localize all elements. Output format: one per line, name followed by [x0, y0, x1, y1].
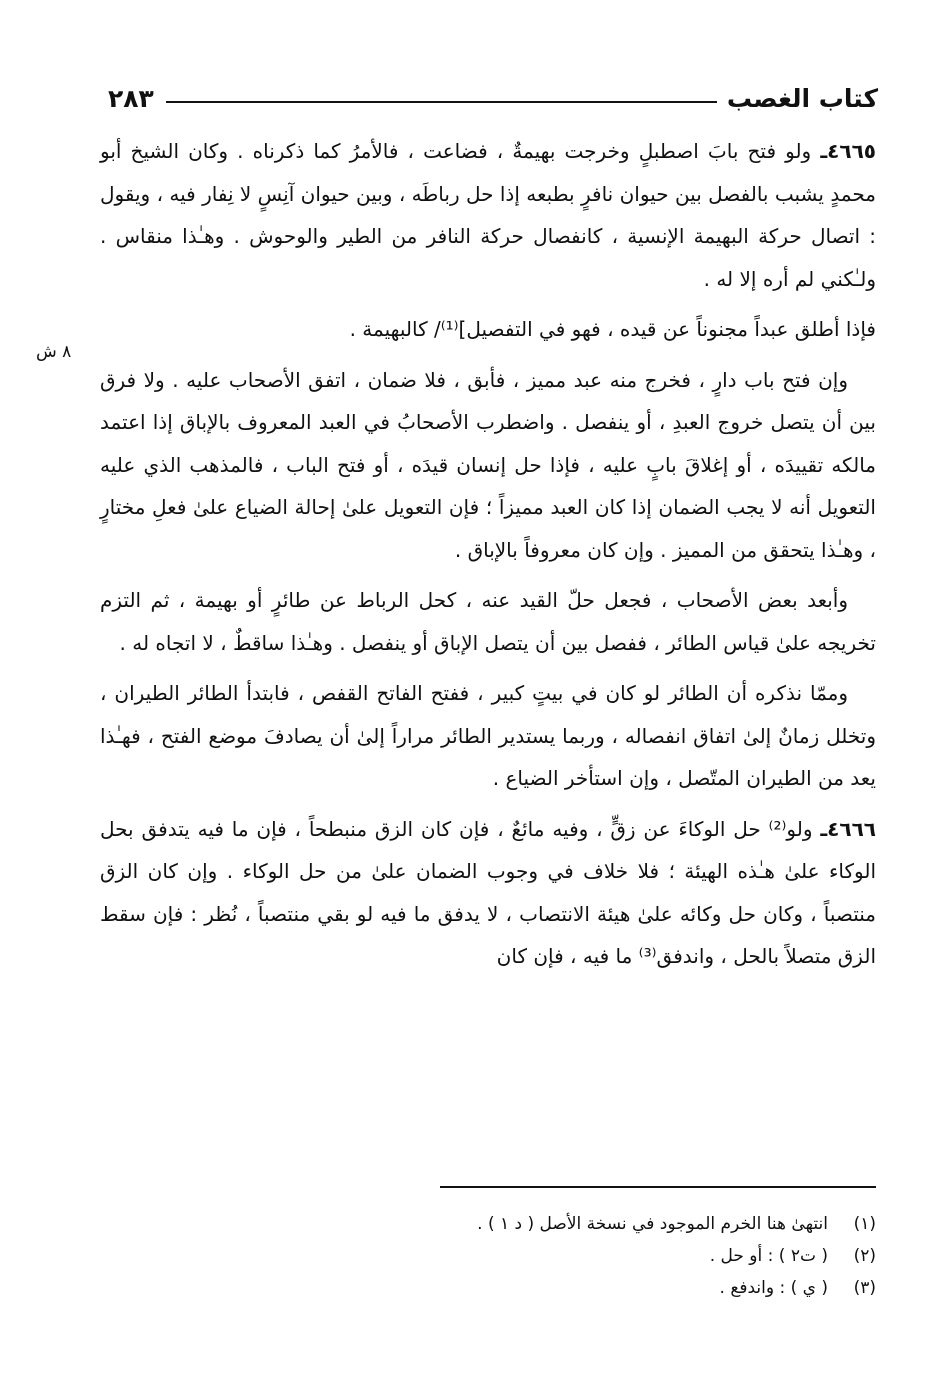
paragraph-text: ولو فتح بابَ اصطبلٍ وخرجت بهيمةٌ ، فضاعت ، فالأمرُ كما ذكرناه . وكان الشيخ أبو محمدٍ يشبب بالفصل بين حيوان نافرٍ بطبعه إذا حل رباطَه ، وبين حيوان آنِسٍ لا نِفار فيه ، ويقول : اتصال حركة البهيمة الإنسية ، كانفصال حركة النافر من الطير والوحوش . وهـٰذا منقاس . ولـٰكني لم أره إلا له .	[100, 139, 876, 291]
footnote-number: (٢)	[853, 1246, 876, 1266]
footnote-text: انتهىٰ هنا الخرم الموجود في نسخة الأصل ( د ١ ) .	[477, 1214, 828, 1234]
footnote-number: (١)	[853, 1214, 876, 1234]
paragraph	[100, 672, 876, 800]
paragraph-text: وممّا نذكره أن الطائر لو كان في بيتٍ كبير ، ففتح الفاتح القفص ، فابتدأ الطائر الطيران ، وتخلل زمانٌ إلىٰ اتفاق انفصاله ، وربما يستدير الطائر مراراً إلىٰ أن يصادفَ موضع الفتح ، فهـٰذا يعد من الطيران المتّصل ، وإن استأخر الضياع .	[100, 681, 876, 790]
paragraph-text: ولو⁽²⁾ حل الوكاءَ عن زقٍّ ، وفيه مائعٌ ، فإن كان الزق منبطحاً ، فإن ما فيه يتدفق بحل الوكاء علىٰ هـٰذه الهيئة ؛ فلا خلاف في وجوب الضمان علىٰ من حل الوكاء . وإن كان الزق منتصباً ، وكان حل وكائه علىٰ هيئة الانتصاب ، لا يدفق ما فيه لو بقي منتصباً ، نُظر : فإن سقط الزق متصلاً بالحل ، واندفق⁽³⁾ ما فيه ، فإن كان	[100, 816, 876, 968]
footnotes	[300, 1208, 876, 1304]
paragraph-4666	[100, 808, 876, 978]
issue-number: ٤٦٦٦ـ	[820, 816, 876, 841]
paragraph-text: وأبعد بعض الأصحاب ، فجعل حلّ القيد عنه ، كحل الرباط عن طائرٍ أو بهيمة ، ثم التزم تخريجه علىٰ قياس الطائر ، ففصل بين أن يتصل الإباق أو ينفصل . وهـٰذا ساقطٌ ، لا اتجاه له .	[100, 588, 876, 655]
running-head	[108, 78, 878, 118]
footnote-text: ( ت٢ ) : أو حل .	[709, 1246, 828, 1266]
footnote	[300, 1240, 876, 1272]
footnote	[300, 1208, 876, 1240]
paragraph	[100, 579, 876, 664]
paragraph	[100, 308, 876, 351]
footnote-text: ( ي ) : واندفع .	[719, 1278, 828, 1298]
footnote	[300, 1272, 876, 1304]
page-number: ٢٨٣	[108, 83, 154, 113]
paragraph-text: فإذا أطلق عبداً مجنوناً عن قيده ، فهو في التفصيل]⁽¹⁾/ كالبهيمة .	[349, 317, 876, 341]
body-text	[100, 130, 876, 986]
header-rule	[166, 101, 717, 103]
paragraph-4665	[100, 130, 876, 300]
margin-folio-note: ٨ ش	[36, 342, 72, 362]
paragraph	[100, 359, 876, 572]
chapter-title: كتاب الغصب	[726, 83, 878, 113]
issue-number: ٤٦٦٥ـ	[820, 139, 876, 163]
paragraph-text: وإن فتح باب دارٍ ، فخرج منه عبد مميز ، فأبق ، فلا ضمان ، اتفق الأصحاب عليه . ولا فرق بين أن يتصل خروج العبدِ ، أو ينفصل . واضطرب الأصحابُ في العبد المعروف بالإباق إذا اعتمد مالكه تقييدَه ، أو إغلاقَ بابٍ عليه ، فإذا حل إنسان قيدَه ، أو فتح الباب ، فالمذهب الذي عليه التعويل أنه لا يجب الضمان إذا كان العبد مميزاً ؛ فإن التعويل علىٰ إحالة الضياع علىٰ فعلِ مختارٍ ، وهـٰذا يتحقق من المميز . وإن كان معروفاً بالإباق .	[100, 367, 876, 562]
footnote-separator	[440, 1186, 876, 1188]
footnote-number: (٣)	[853, 1278, 876, 1298]
